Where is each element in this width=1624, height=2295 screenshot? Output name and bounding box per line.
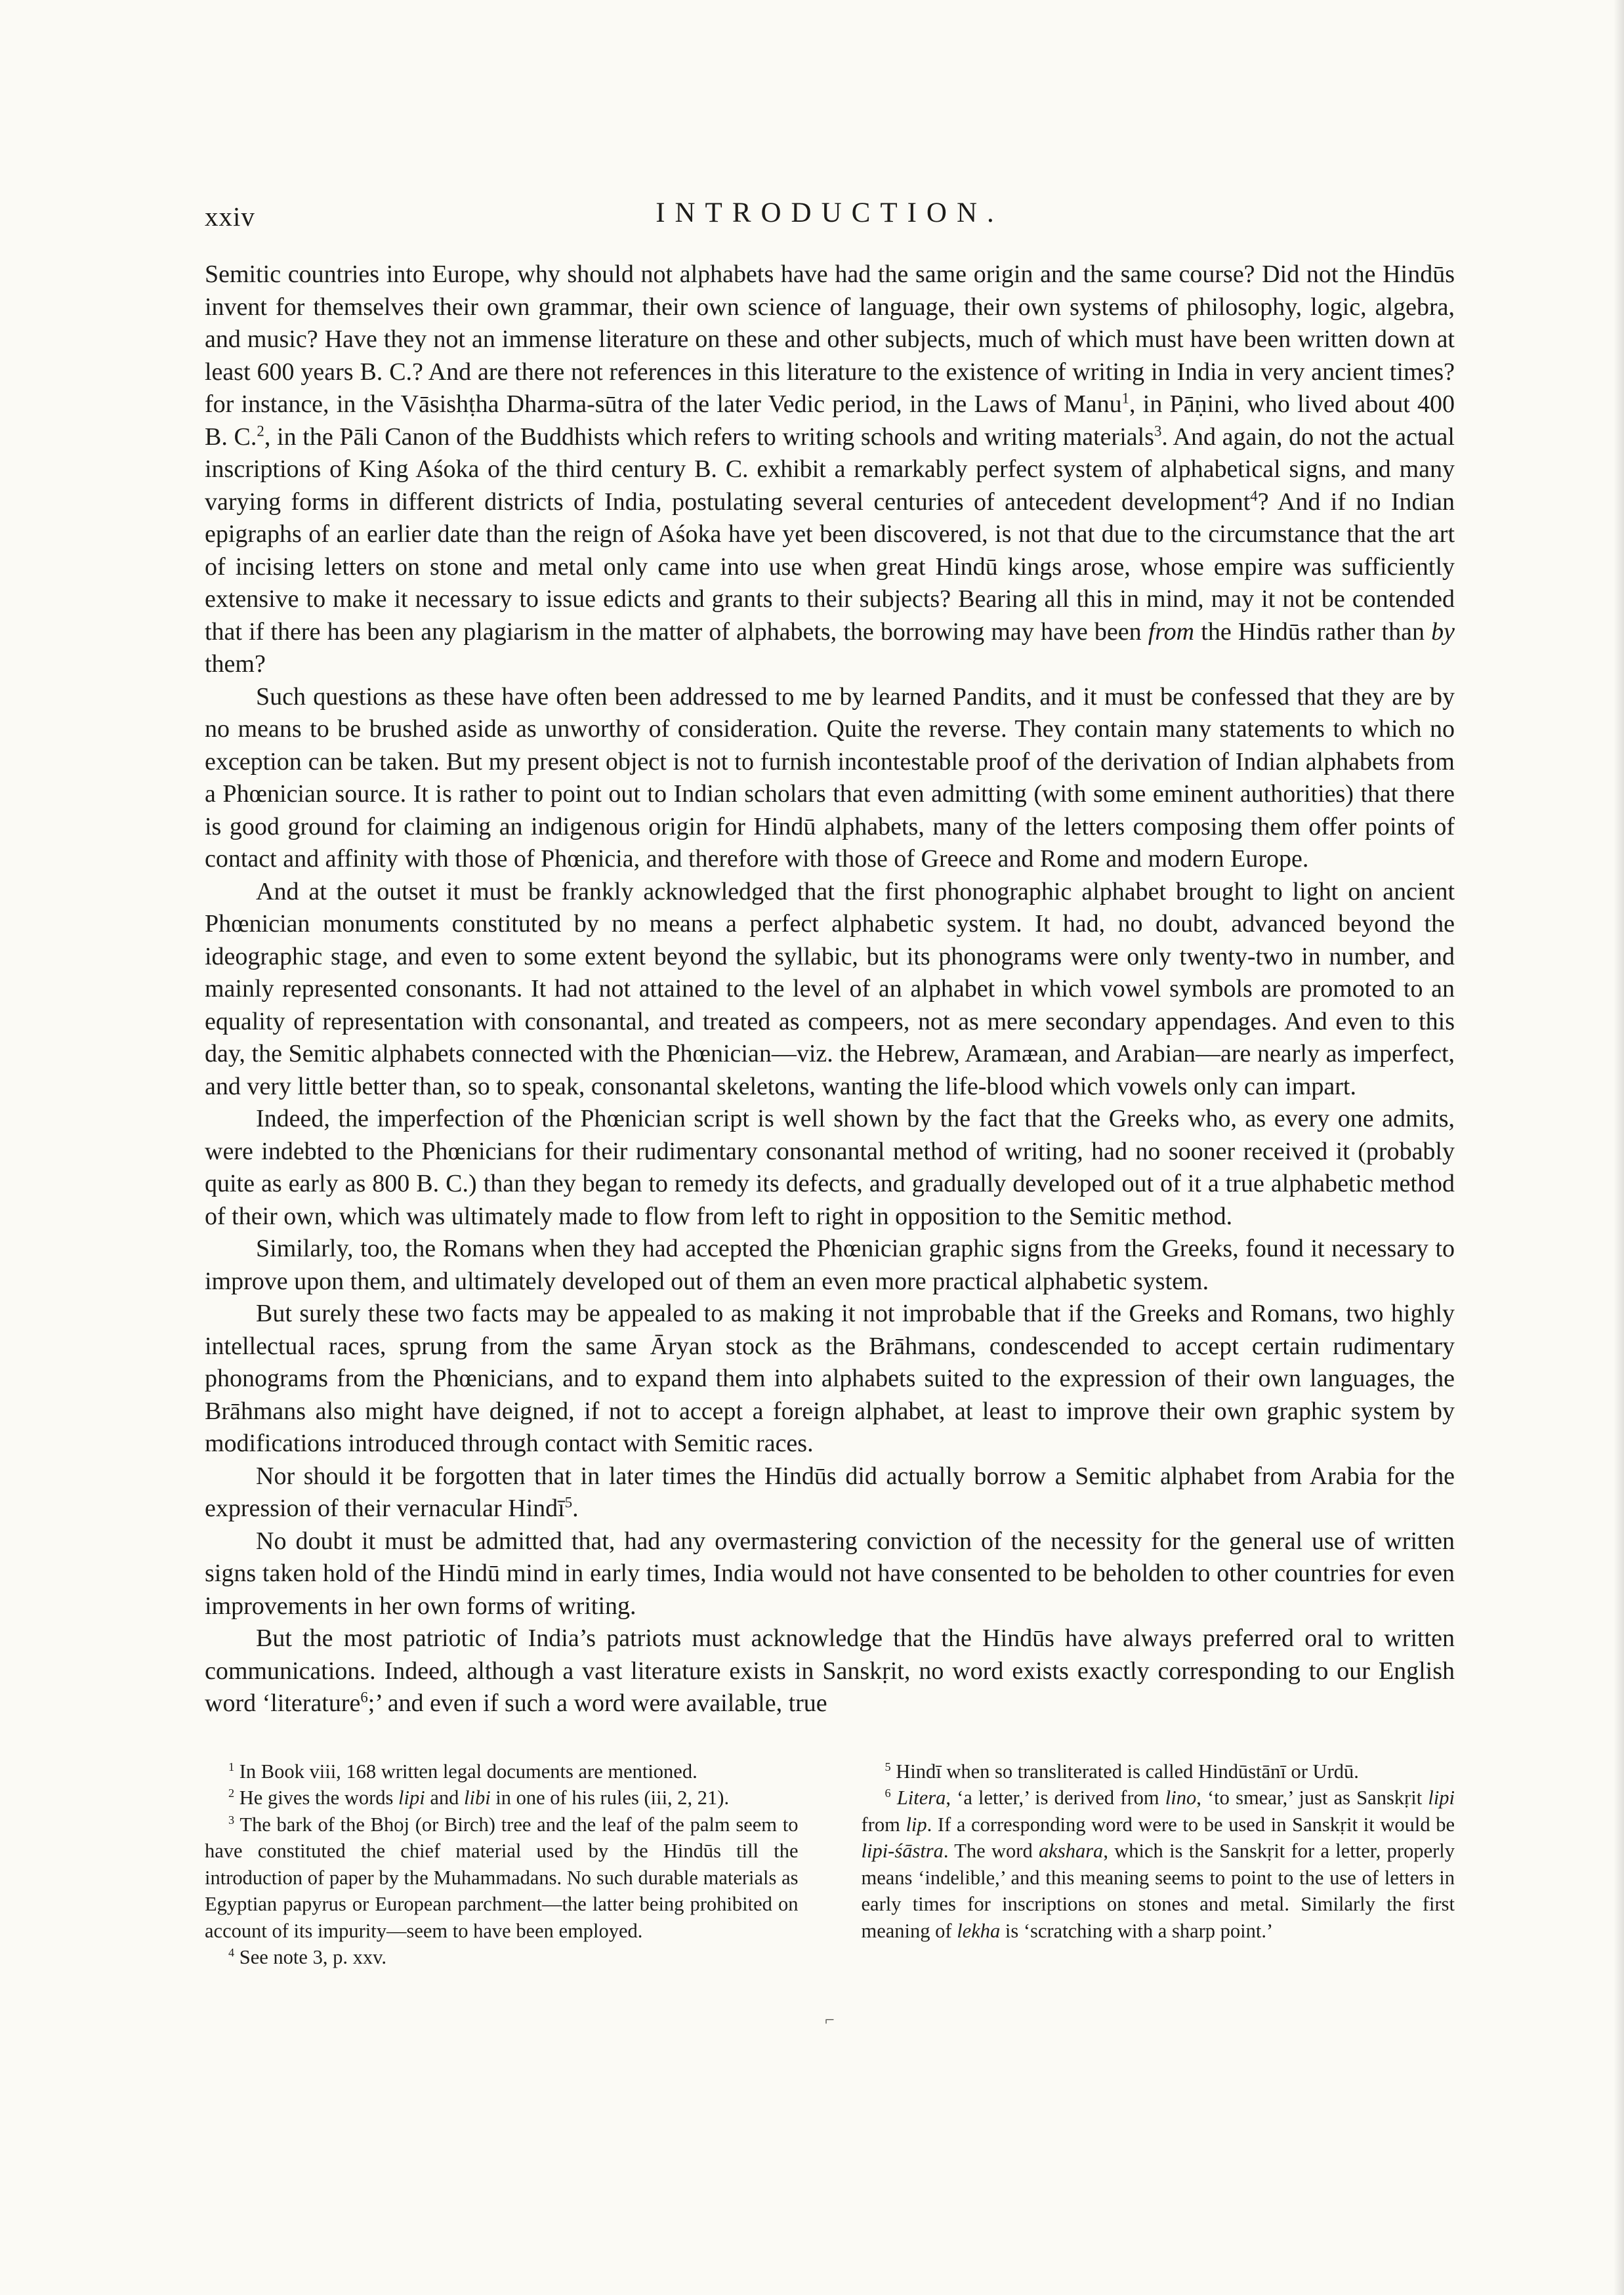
footnotes-left-column [205,1758,799,1971]
paragraph: Such questions as these have often been addressed to me by learned Pandits, and it must be confessed that they are by no means to be brushed aside as unworthy of consideration. Quite the reverse. They contain many statements to which no exception can be taken. But my present object is not to furnish incontestable proof of the derivation of Indian alphabets from a Phœnician source. It is rather to point out to Indian scholars that even admitting (with some eminent authorities) that there is good ground for claiming an indigenous origin for Hindū alphabets, many of the letters composing them offer points of contact and affinity with those of Phœnicia, and therefore with those of Greece and Rome and modern Europe. [205,682,1455,873]
footnote: $^2$ He gives the words lipi and libi in one of his rules (iii, 2, 21). [228,1786,730,1809]
page-number: xxiv [205,201,255,232]
paragraph: No doubt it must be admitted that, had any overmastering conviction of the necessity for the general use of written signs taken hold of the Hindū mind in early times, India would not have consented to be beholden to other countries for even improvements in her own forms of writing. [205,1527,1455,1620]
printer-mark: ⌐ [825,2010,835,2029]
footnote: $^5$ Hindī when so transliterated is called Hindūstānī or Urdū. [885,1760,1359,1783]
footnote: $^6$ Litera, ‘a letter,’ is derived from lino, ‘to smear,’ just as Sanskṛit lipi from lip. If a corresponding word were to be used in Sanskṛit it would be lipi-śāstra. The word akshara, which is the Sanskṛit for a letter, properly means ‘indelible,’ and this meaning seems to point to the use of letters in early times for inscriptions on stones and metal. Similarly the first meaning of lekha is ‘scratching with a sharp point.’ [861,1786,1455,1942]
page-title: INTRODUCTION. [656,197,1004,228]
footnote: $^4$ See note 3, p. xxv. [228,1945,386,1968]
footnote: $^1$ In Book viii, 168 written legal documents are mentioned. [228,1760,697,1783]
footnotes-section [205,1758,1455,1971]
paragraph: And at the outset it must be frankly acknowledged that the first phonographic alphabet brought to light on ancient Phœnician monuments constituted by no means a perfect alphabetic system. It had, no doubt, advanced beyond the ideographic stage, and even to some extent beyond the syllabic, but its phonograms were only twenty-two in number, and mainly represented consonants. It had not attained to the level of an alphabet in which vowel symbols are promoted to an equality of representation with consonantal, and treated as compeers, not as mere secondary appendages. And even to this day, the Semitic alphabets connected with the Phœnician—viz. the Hebrew, Aramæan, and Arabian—are nearly as imperfect, and very little better than, so to speak, consonantal skeletons, wanting the life-blood which vowels only can impart. [205,877,1455,1100]
footnotes-right-column [862,1758,1455,1971]
paragraph: Similarly, too, the Romans when they had accepted the Phœnician graphic signs from the Greeks, found it necessary to improve upon them, and ultimately developed out of them an even more practical alphabetic system. [205,1235,1455,1295]
body-text [205,258,1455,1720]
page-header [205,197,1455,239]
footnote: $^3$ The bark of the Bhoj (or Birch) tree and the leaf of the palm seem to have constituted the chief material used by the Hindūs till the introduction of paper by the Muhammadans. No such durable materials as Egyptian papyrus or European parchment—the latter being prohibited on account of its impurity—seem to have been employed. [205,1813,799,1942]
paragraph: Nor should it be forgotten that in later times the Hindūs did actually borrow a Semitic alphabet from Arabia for the expression of their vernacular Hindī$^5$. [205,1462,1455,1522]
paragraph: Semitic countries into Europe, why should not alphabets have had the same origin and the same course? Did not the Hindūs invent for themselves their own grammar, their own science of language, their own systems of philosophy, logic, algebra, and music? Have they not an immense literature on these and other subjects, much of which must have been written down at least 600 years B. C.? And are there not references in this literature to the existence of writing in India in very ancient times? for instance, in the Vāsishṭha Dharma-sūtra of the later Vedic period, in the Laws of Manu$^1$, in Pāṇini, who lived about 400 B. C.$^2$, in the Pāli Canon of the Buddhists which refers to writing schools and writing materials$^3$. And again, do not the actual inscriptions of King Aśoka of the third century B. C. exhibit a remarkably perfect system of alphabetical signs, and many varying forms in different districts of India, postulating several centuries of antecedent development$^4$? And if no Indian epigraphs of an earlier date than the reign of Aśoka have yet been discovered, is not that due to the circumstance that the art of incising letters on stone and metal only came into use when great Hindū kings arose, whose empire was sufficiently extensive to make it necessary to issue edicts and grants to their subjects? Bearing all this in mind, may it not be contended that if there has been any plagiarism in the matter of alphabets, the borrowing may have been from the Hindūs rather than by them? [205,260,1455,678]
paragraph: But surely these two facts may be appealed to as making it not improbable that if the Greeks and Romans, two highly intellectual races, sprung from the same Āryan stock as the Brāhmans, condescended to accept certain rudimentary phonograms from the Phœnicians, and to expand them into alphabets suited to the expression of their own languages, the Brāhmans also might have deigned, if not to accept a foreign alphabet, at least to improve their own graphic system by modifications introduced through contact with Semitic races. [205,1300,1455,1457]
paragraph: But the most patriotic of India’s patriots must acknowledge that the Hindūs have always preferred oral to written communications. Indeed, although a vast literature exists in Sanskṛit, no word exists exactly corresponding to our English word ‘literature$^6$;’ and even if such a word were available, true [205,1624,1455,1717]
paragraph: Indeed, the imperfection of the Phœnician script is well shown by the fact that the Greeks who, as every one admits, were indebted to the Phœnicians for their rudimentary consonantal method of writing, had no sooner received it (probably quite as early as 800 B. C.) than they began to remedy its defects, and gradually developed out of it a true alphabetic method of their own, which was ultimately made to flow from left to right in opposition to the Semitic method. [205,1105,1455,1230]
